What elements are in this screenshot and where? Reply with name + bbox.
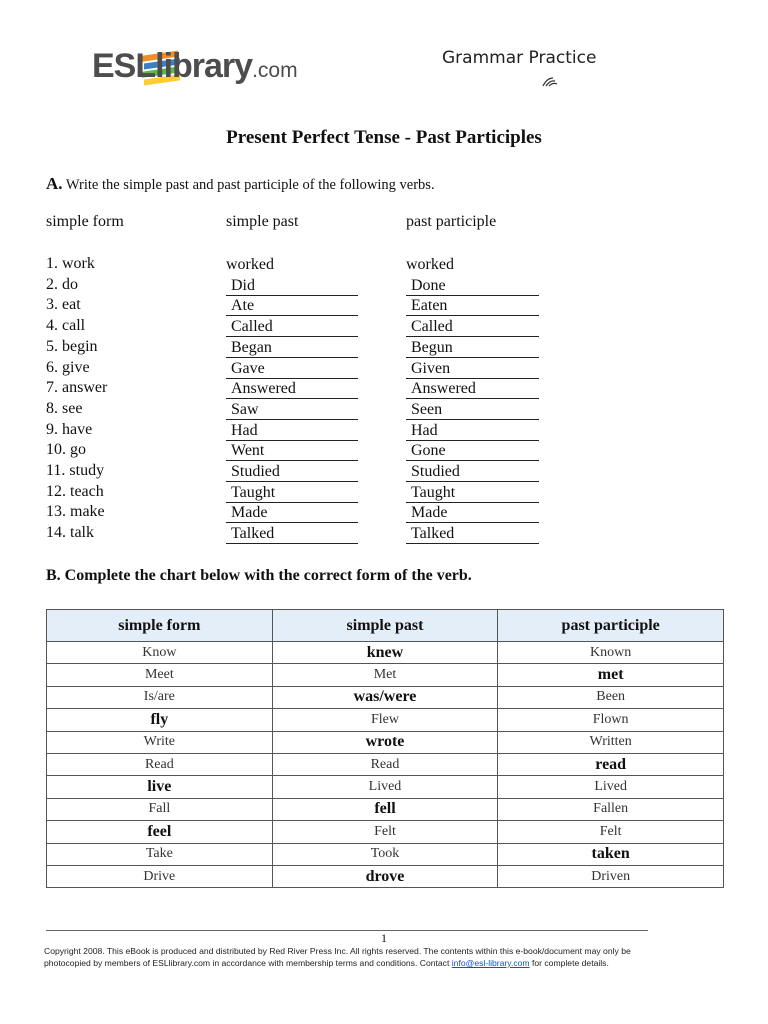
cell-past-participle: met (498, 664, 724, 686)
verb-row (0, 503, 768, 523)
verb-simple-form: 10. go (46, 441, 86, 459)
verb-simple-past: Did (226, 276, 358, 296)
col-header-simple-form: simple form (46, 213, 124, 230)
verb-past-participle: Studied (406, 462, 539, 482)
verb-simple-form: 13. make (46, 503, 105, 521)
col-header-simple-past: simple past (226, 213, 299, 230)
table-row (47, 664, 724, 686)
col-header-past-participle: past participle (406, 213, 497, 230)
verb-row (0, 421, 768, 441)
cell-past-participle: Felt (498, 821, 724, 843)
verb-past-participle: Talked (406, 524, 539, 544)
cell-past-participle: Lived (498, 776, 724, 798)
page-title: Present Perfect Tense - Past Participles (226, 127, 542, 148)
cell-simple-past: Read (272, 753, 498, 775)
verb-simple-past: Had (226, 421, 358, 441)
verb-row (0, 524, 768, 544)
verb-simple-form: 7. answer (46, 379, 108, 397)
copyright-line-2-end: for complete details. (529, 958, 609, 968)
verb-past-participle: Eaten (406, 296, 539, 316)
cell-simple-past: Met (272, 664, 498, 686)
verb-simple-form: 8. see (46, 399, 83, 417)
table-row (47, 709, 724, 731)
verb-simple-form: 4. call (46, 317, 86, 335)
cell-simple-past: Felt (272, 821, 498, 843)
verb-row (0, 296, 768, 316)
cell-simple-form: Take (47, 843, 273, 865)
contact-email-link[interactable]: info@esl-library.com (451, 958, 530, 968)
verb-simple-past: Went (226, 441, 358, 461)
verb-past-participle: worked (406, 256, 454, 273)
copyright-line-1: Copyright 2008. This eBook is produced and distributed by Red River Press Inc. All rights reserved. The contents within this e-book/document may only be (44, 946, 631, 956)
cell-simple-past: Flew (272, 709, 498, 731)
feather-mark-icon (541, 76, 559, 88)
table-row (47, 753, 724, 775)
cell-past-participle: Driven (498, 865, 724, 887)
verb-simple-form: 11. study (46, 462, 105, 479)
cell-simple-form: fly (47, 709, 273, 731)
verb-past-participle: Taught (406, 483, 539, 503)
cell-simple-form: Meet (47, 664, 273, 686)
verb-row (0, 400, 768, 420)
section-a-instruction (46, 174, 435, 194)
cell-simple-past: was/were (272, 686, 498, 708)
verb-past-participle: Given (406, 359, 539, 379)
cell-simple-form: Write (47, 731, 273, 753)
cell-simple-past: Lived (272, 776, 498, 798)
table-row (47, 821, 724, 843)
verb-past-participle: Gone (406, 441, 539, 461)
table-row (47, 642, 724, 664)
cell-simple-past: fell (272, 798, 498, 820)
table-header-row (47, 610, 724, 642)
cell-simple-form: Is/are (47, 686, 273, 708)
verb-simple-form: 2. do (46, 275, 78, 293)
verb-row (0, 483, 768, 503)
th-simple-form: simple form (47, 610, 273, 642)
verb-past-participle: Called (406, 317, 539, 337)
table-row (47, 798, 724, 820)
verb-simple-form: 3. eat (46, 296, 81, 314)
th-simple-past: simple past (272, 610, 498, 642)
verb-simple-form: 12. teach (46, 482, 104, 500)
header-subject: Grammar Practice (442, 48, 597, 68)
th-past-participle: past participle (498, 610, 724, 642)
verb-row (0, 255, 768, 275)
verb-past-participle: Answered (406, 379, 539, 399)
verb-past-participle: Made (406, 503, 539, 523)
verb-past-participle: Done (406, 276, 539, 296)
verb-simple-form: 1. work (46, 255, 95, 272)
cell-simple-form: live (47, 776, 273, 798)
verb-simple-past: Talked (226, 524, 358, 544)
verb-chart-table (46, 609, 724, 888)
cell-past-participle: taken (498, 843, 724, 865)
verb-simple-form: 14. talk (46, 524, 94, 542)
cell-past-participle: Fallen (498, 798, 724, 820)
cell-past-participle: Written (498, 731, 724, 753)
cell-simple-past: wrote (272, 731, 498, 753)
table-row (47, 865, 724, 887)
cell-simple-past: drove (272, 865, 498, 887)
cell-simple-form: Read (47, 753, 273, 775)
verb-row (0, 276, 768, 296)
logo-text: ESLlibrary (92, 47, 253, 85)
verb-row (0, 359, 768, 379)
cell-simple-form: feel (47, 821, 273, 843)
section-a-text: Write the simple past and past participle of the following verbs. (65, 177, 435, 193)
verb-simple-past: Answered (226, 379, 358, 399)
verb-past-participle: Had (406, 421, 539, 441)
verb-simple-form: 6. give (46, 358, 90, 376)
copyright-line-2: photocopied by members of ESLlibrary.com in accordance with membership terms and conditions. Contact (44, 958, 452, 968)
verb-simple-form: 5. begin (46, 337, 98, 355)
verb-row (0, 462, 768, 482)
cell-past-participle: Flown (498, 709, 724, 731)
cell-simple-past: Took (272, 843, 498, 865)
verb-simple-past: Ate (226, 296, 358, 316)
table-row (47, 686, 724, 708)
cell-past-participle: Been (498, 686, 724, 708)
section-b-instruction: B. Complete the chart below with the correct form of the verb. (46, 567, 472, 584)
verb-simple-form: 9. have (46, 420, 93, 438)
cell-past-participle: read (498, 753, 724, 775)
verb-row (0, 379, 768, 399)
verb-row (0, 317, 768, 337)
cell-past-participle: Known (498, 642, 724, 664)
verb-past-participle: Seen (406, 400, 539, 420)
cell-simple-past: knew (272, 642, 498, 664)
verb-simple-past: Saw (226, 400, 358, 420)
cell-simple-form: Know (47, 642, 273, 664)
table-row (47, 843, 724, 865)
section-a-letter: A. (46, 174, 63, 193)
verb-simple-past: Taught (226, 483, 358, 503)
verb-simple-past: Studied (226, 462, 358, 482)
logo-wordmark (92, 47, 298, 86)
table-row (47, 776, 724, 798)
cell-simple-form: Fall (47, 798, 273, 820)
verb-row (0, 441, 768, 461)
verb-row (0, 338, 768, 358)
verb-simple-past: Gave (226, 359, 358, 379)
verb-past-participle: Begun (406, 338, 539, 358)
verb-simple-past: Began (226, 338, 358, 358)
cell-simple-form: Drive (47, 865, 273, 887)
table-row (47, 731, 724, 753)
page-number: 1 (381, 931, 387, 945)
verb-simple-past: Called (226, 317, 358, 337)
verb-simple-past: worked (226, 256, 274, 273)
logo-suffix: .com (252, 59, 298, 82)
copyright-notice (44, 945, 664, 969)
verb-simple-past: Made (226, 503, 358, 523)
